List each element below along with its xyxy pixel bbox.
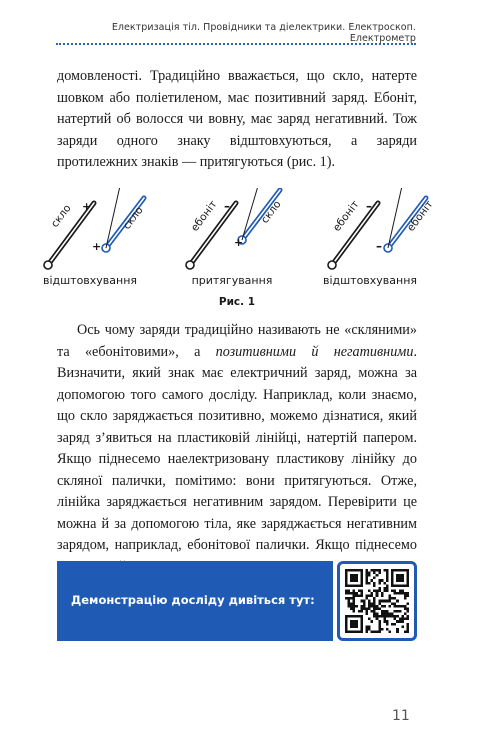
rod-label: ебоніт [404,198,436,234]
header-divider [56,43,416,45]
panel-label: відштовхування [42,274,138,287]
demo-banner-text: Демонстрацію досліду дивіться тут: [71,593,315,607]
qr-code-link[interactable] [337,561,417,641]
rod-label: ебоніт [330,198,362,234]
charged-rods-illustration [28,188,448,288]
qr-code-icon [345,569,409,633]
paragraph-1: домовленості. Традиційно вважається, що скло, натерте шовком або поліетиленом, має позитивний заряд. Ебоніт, натертий об волосся чи вовну, має заряд негативний. Тож заряди одного знаку відштовхуються, а заряди протилежних знаків — притягуються (рис. 1). [57,68,417,170]
charge-sign: + [92,240,102,253]
demo-banner[interactable] [57,561,333,641]
rod-label: скло [48,202,74,230]
figure-1 [28,188,448,288]
charge-sign: + [234,236,244,249]
rod-label: скло [258,198,284,226]
panel-label: притягування [191,274,273,287]
page-number: 11 [392,708,410,724]
rod-label: скло [120,204,146,232]
paragraph-2-text: Ось чому заряди традиційно називають не «скляними» та «ебонітовими», а [57,322,417,360]
paragraph-2-text-cont: . Визначити, який знак має електричний заряд, можна за допомогою того самого досліду. Наприклад, коли знаємо, що скло заряджається позитивно, можемо дізнатися, який заряд з’явиться на пластиковій лінійці, натертій папером. Якщо піднесемо наелектризовану пластикову лінійку до скляної палички, помітимо: вони притягуються. Отже, лінійка заряджається негативним зарядом. Перевірити це можна й за допомогою тіла, яке заряджається негативним зарядом, наприклад, ебонітової палички. Якщо піднесемо [57,343,417,553]
emphasis-text: позитивними й негативними [215,343,414,360]
charge-sign: + [82,200,92,213]
running-header: Електризація тіл. Провідники та діелектрики. Електроскоп. Електрометр [111,22,416,44]
panel-repulsion-glass-glass [44,188,146,269]
rod-label: ебоніт [188,198,220,234]
charge-sign: – [366,199,372,213]
panel-attraction-ebonite-glass [186,188,284,269]
paragraph-2 [57,320,417,578]
charge-sign: – [376,239,382,253]
figure-caption: Рис. 1 [218,296,256,308]
panel-label: відштовхування [322,274,418,287]
charge-sign: – [224,199,230,213]
panel-repulsion-ebonite-ebonite [328,188,436,269]
